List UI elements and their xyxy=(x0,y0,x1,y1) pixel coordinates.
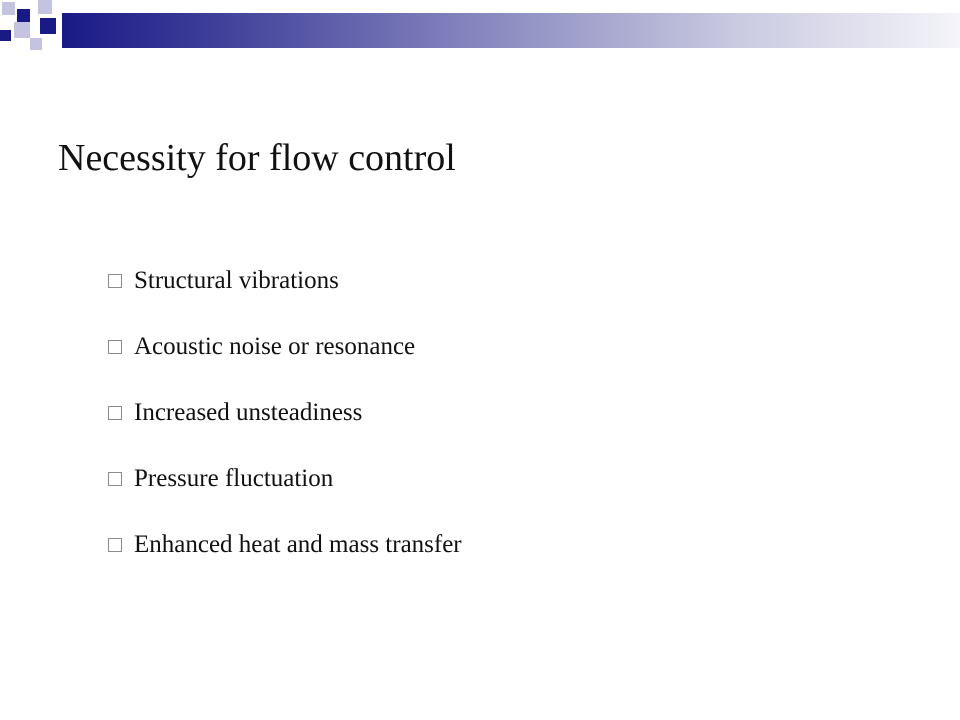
hollow-square-bullet-icon xyxy=(108,472,122,486)
list-item xyxy=(108,398,462,464)
list-item xyxy=(108,332,462,398)
hollow-square-bullet-icon xyxy=(108,340,122,354)
bullet-text: Enhanced heat and mass transfer xyxy=(134,531,462,558)
slide-title: Necessity for flow control xyxy=(58,137,456,179)
hollow-square-bullet-icon xyxy=(108,406,122,420)
list-item xyxy=(108,530,462,596)
list-item xyxy=(108,266,462,332)
decorative-square-dark xyxy=(17,9,30,22)
hollow-square-bullet-icon xyxy=(108,538,122,552)
decorative-square-dark xyxy=(0,30,11,41)
bullet-text: Acoustic noise or resonance xyxy=(134,333,416,360)
decorative-square-light xyxy=(14,22,30,38)
decorative-square-light xyxy=(30,38,42,50)
list-item xyxy=(108,464,462,530)
header-gradient-bar xyxy=(62,13,960,48)
decorative-square-light xyxy=(2,2,15,15)
bullet-text: Increased unsteadiness xyxy=(134,399,363,426)
bullet-list xyxy=(108,266,462,596)
header-decoration xyxy=(0,0,960,60)
decorative-square-light xyxy=(38,0,52,14)
hollow-square-bullet-icon xyxy=(108,274,122,288)
bullet-text: Pressure fluctuation xyxy=(134,465,334,492)
decorative-square-dark xyxy=(40,18,56,34)
bullet-text: Structural vibrations xyxy=(134,267,339,294)
